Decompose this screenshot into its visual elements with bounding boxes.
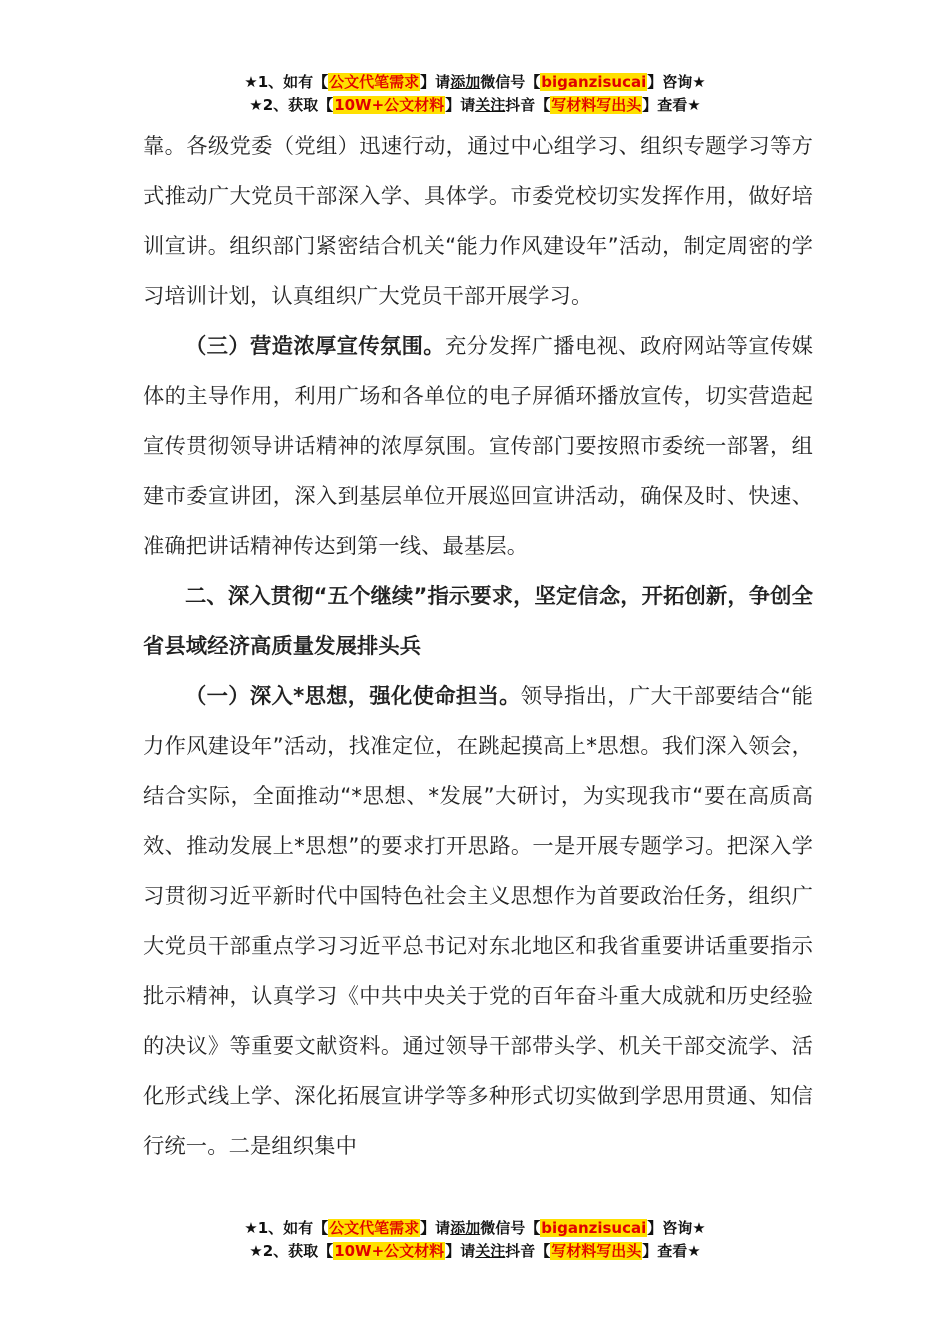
section-heading-1: （一）深入*思想，强化使命担当。 (185, 684, 521, 709)
chapter-heading-2: 二、深入贯彻“五个继续”指示要求，坚定信念，开拓创新，争创全省县域经济高质量发展排头兵 (143, 584, 813, 659)
banner-underlined: 关注 (475, 96, 506, 114)
banner-text: 微信号【 (480, 1219, 541, 1237)
banner-douyin-id: 写材料写出头 (551, 96, 642, 114)
paragraph-3-text: 领导指出，广大干部要结合“能力作风建设年”活动，找准定位，在跳起摸高上*思想。我们深入领会，结合实际，全面推动“*思想、*发展”大研讨，为实现我市“要在高质高效、推动发展上*思想”的要求打开思路。一是开展专题学习。把深入学习贯彻习近平新时代中国特色社会主义思想作为首要政治任务，组织广大党员干部重点学习习近平总书记对东北地区和我省重要讲话重要指示批示精神，认真学习《中共中央关于党的百年奋斗重大成就和历史经验的决议》等重要文献资料。通过领导干部带头学、机关干部交流学、活化形式线上学、深化拓展宣讲学等多种形式切实做到学思用贯通、知信行统一。二是组织集中 (143, 684, 813, 1159)
banner-text: 】请 (420, 73, 451, 91)
banner-text: ★1、如有【 (244, 73, 329, 91)
banner-highlight: 公文代笔需求 (329, 1219, 420, 1237)
footer-banner (0, 1217, 950, 1263)
banner-text: 】请 (445, 96, 476, 114)
document-body (143, 122, 813, 1172)
banner-text: ★2、获取【 (249, 1242, 334, 1260)
banner-underlined: 添加 (450, 73, 481, 91)
section-heading-3: （三）营造浓厚宣传氛围。 (185, 334, 445, 359)
banner-underlined: 添加 (450, 1219, 481, 1237)
paragraph-2-text: 充分发挥广播电视、政府网站等宣传媒体的主导作用，利用广场和各单位的电子屏循环播放宣传，切实营造起宣传贯彻领导讲话精神的浓厚氛围。宣传部门要按照市委统一部署，组建市委宣讲团，深入到基层单位开展巡回宣讲活动，确保及时、快速、准确把讲话精神传达到第一线、最基层。 (143, 334, 814, 559)
banner-line-2 (0, 94, 950, 117)
banner-text: 】请 (420, 1219, 451, 1237)
paragraph-2 (143, 322, 813, 572)
banner-douyin-id: 写材料写出头 (551, 1242, 642, 1260)
banner-highlight: 10W+公文材料 (334, 1242, 445, 1260)
banner-text: 】咨询★ (647, 1219, 706, 1237)
banner-line-1 (0, 71, 950, 94)
paragraph-3 (143, 672, 813, 1172)
banner-text: 微信号【 (480, 73, 541, 91)
banner-line-2 (0, 1240, 950, 1263)
banner-text: ★2、获取【 (249, 96, 334, 114)
banner-line-1 (0, 1217, 950, 1240)
banner-text: 抖音【 (505, 1242, 551, 1260)
banner-underlined: 关注 (475, 1242, 506, 1260)
banner-wechat-id: biganzisucai (541, 1219, 647, 1237)
banner-highlight: 公文代笔需求 (329, 73, 420, 91)
paragraph-1: 靠。各级党委（党组）迅速行动，通过中心组学习、组织专题学习等方式推动广大党员干部深入学、具体学。市委党校切实发挥作用，做好培训宣讲。组织部门紧密结合机关“能力作风建设年”活动，制定周密的学习培训计划，认真组织广大党员干部开展学习。 (143, 134, 813, 309)
banner-text: ★1、如有【 (244, 1219, 329, 1237)
banner-text: 】查看★ (642, 96, 701, 114)
banner-text: 】请 (445, 1242, 476, 1260)
banner-text: 】咨询★ (647, 73, 706, 91)
banner-text: 抖音【 (505, 96, 551, 114)
banner-wechat-id: biganzisucai (541, 73, 647, 91)
banner-text: 】查看★ (642, 1242, 701, 1260)
banner-highlight: 10W+公文材料 (334, 96, 445, 114)
header-banner (0, 71, 950, 117)
